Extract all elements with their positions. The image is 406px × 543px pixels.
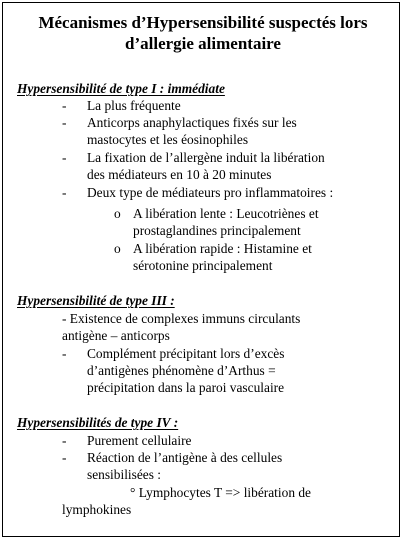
list-bullet: - [62, 185, 67, 200]
list-item-text: précipitation dans la paroi vasculaire [87, 380, 285, 395]
list-bullet: - [62, 450, 67, 465]
list-item-text: Deux type de médiateurs pro inflammatoires : [87, 185, 334, 200]
list-item-text: Anticorps anaphylactiques fixés sur les [87, 115, 297, 130]
list-item-text: mastocytes et les éosinophiles [87, 132, 249, 147]
list-item-text: La plus fréquente [87, 98, 181, 113]
list-item-text: des médiateurs en 10 à 20 minutes [87, 167, 272, 182]
document-title-line-1: Mécanismes d’Hypersensibilité suspectés lors [38, 13, 368, 32]
list-bullet: - [62, 346, 67, 361]
list-item-text: Purement cellulaire [87, 433, 192, 448]
list-item-text: sensibilisées : [87, 467, 162, 482]
list-item-text: La fixation de l’allergène induit la libération [87, 150, 325, 165]
sublist-item-text: A libération lente : Leucotriènes et [133, 206, 319, 221]
sublist-bullet: o [114, 206, 121, 221]
list-item-text: d’antigènes phénomène d’Arthus = [87, 363, 276, 378]
list-item-text: Complément précipitant lors d’excès [87, 346, 285, 361]
list-item-text: lymphokines [62, 502, 132, 517]
list-bullet: - [62, 150, 67, 165]
list-item-text: Réaction de l’antigène à des cellules [87, 450, 283, 465]
section-heading-type-iv: Hypersensibilités de type IV : [17, 415, 179, 430]
list-item-text: antigène – anticorps [62, 328, 170, 343]
list-item-text: ° Lymphocytes T => libération de [130, 485, 311, 500]
document-title-line-2: d’allergie alimentaire [125, 34, 281, 53]
section-heading-type-iii: Hypersensibilité de type III : [17, 293, 175, 308]
list-item-text: - Existence de complexes immuns circulants [62, 311, 301, 326]
section-heading-type-i: Hypersensibilité de type I : immédiate [17, 81, 225, 96]
sublist-item-text: sérotonine principalement [133, 258, 273, 273]
sublist-item-text: A libération rapide : Histamine et [133, 241, 312, 256]
list-bullet: - [62, 98, 67, 113]
list-bullet: - [62, 115, 67, 130]
sublist-item-text: prostaglandines principalement [133, 223, 301, 238]
sublist-bullet: o [114, 241, 121, 256]
list-bullet: - [62, 433, 67, 448]
